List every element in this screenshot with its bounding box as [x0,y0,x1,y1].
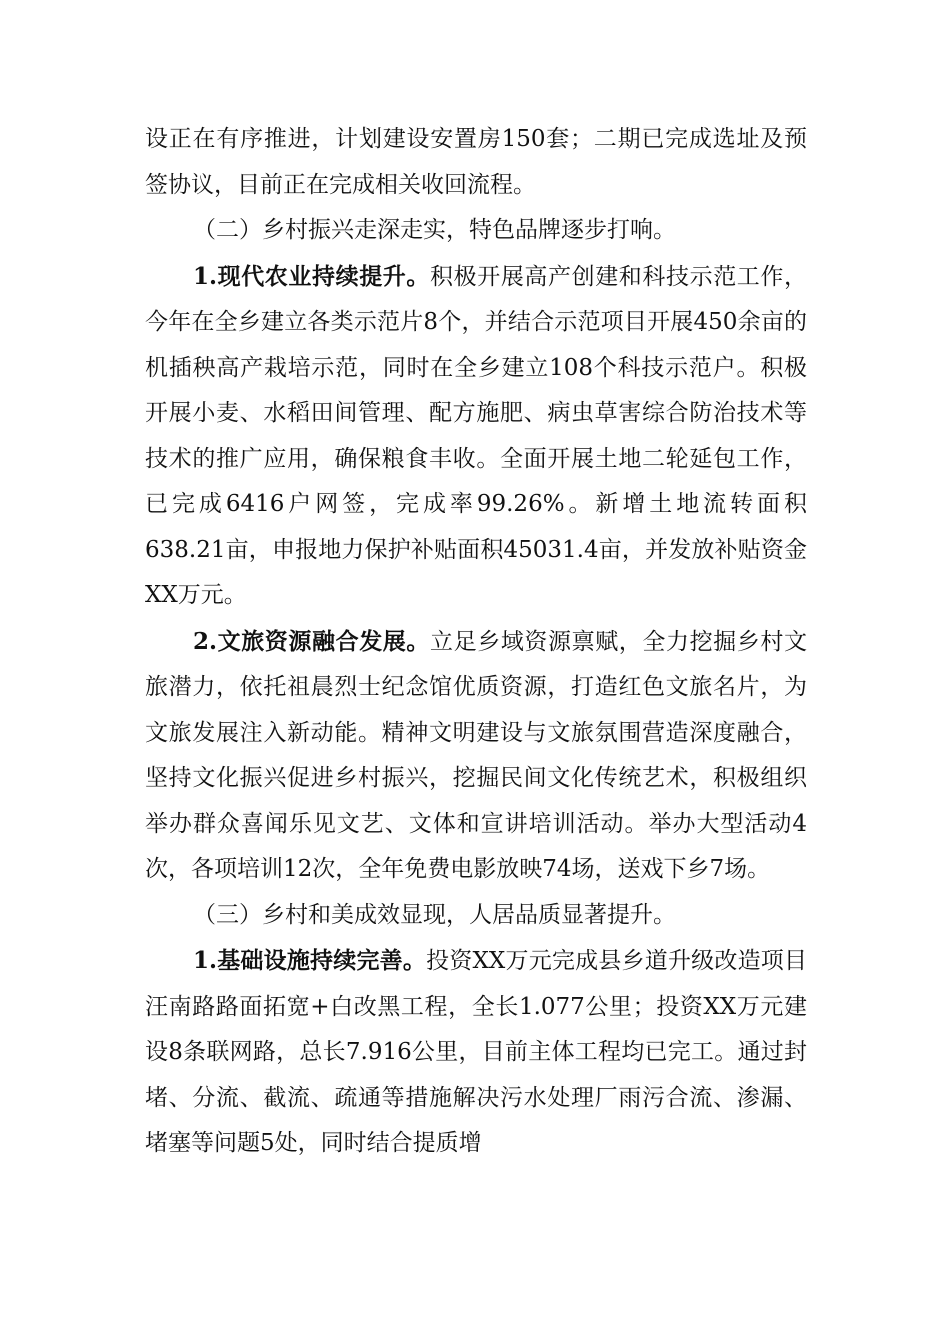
paragraph-lead: 2.文旅资源融合发展。 [193,627,431,655]
paragraph-text: 设正在有序推进，计划建设安置房150套；二期已完成选址及预签协议，目前正在完成相关收回流程。 [145,126,807,198]
section-heading-text: （二）乡村振兴走深走实，特色品牌逐步打响。 [193,217,676,243]
paragraph-culture-tourism [145,619,807,893]
paragraph-modern-agriculture [145,254,807,619]
section-heading-2 [145,208,807,254]
section-heading-3 [145,893,807,939]
section-heading-text: （三）乡村和美成效显现，人居品质显著提升。 [193,901,676,928]
paragraph-text: 投资XX万元完成县乡道升级改造项目汪南路路面拓宽+白改黑工程，全长1.077公里；投资XX万元建设8条联网路，总长7.916公里，目前主体工程均已完工。通过封堵、分流、截流、疏通等措施解决污水处理厂雨污合流、渗漏、堵塞等问题5处，同时结合提质增 [145,948,807,1156]
paragraph-text: 积极开展高产创建和科技示范工作，今年在全乡建立各类示范片8个，并结合示范项目开展450余亩的机插秧高产栽培示范，同时在全乡建立108个科技示范户。积极开展小麦、水稻田间管理、配方施肥、病虫草害综合防治技术等技术的推广应用，确保粮食丰收。全面开展土地二轮延包工作，已完成6416户网签，完成率99.26%。新增土地流转面积638.21亩，申报地力保护补贴面积45031.4亩，并发放补贴资金XX万元。 [145,263,808,608]
paragraph-infrastructure [145,938,807,1167]
paragraph-lead: 1.基础设施持续完善。 [193,947,427,974]
paragraph-lead: 1.现代农业持续提升。 [193,262,431,290]
paragraph-continuation [145,117,807,208]
paragraph-text: 立足乡域资源禀赋，全力挖掘乡村文旅潜力，依托祖晨烈士纪念馆优质资源，打造红色文旅名片，为文旅发展注入新动能。精神文明建设与文旅氛围营造深度融合，坚持文化振兴促进乡村振兴，挖掘民间文化传统艺术，积极组织举办群众喜闻乐见文艺、文体和宣讲培训活动。举办大型活动4次，各项培训12次，全年免费电影放映74场，送戏下乡7场。 [145,628,808,882]
document-page [145,117,807,1167]
